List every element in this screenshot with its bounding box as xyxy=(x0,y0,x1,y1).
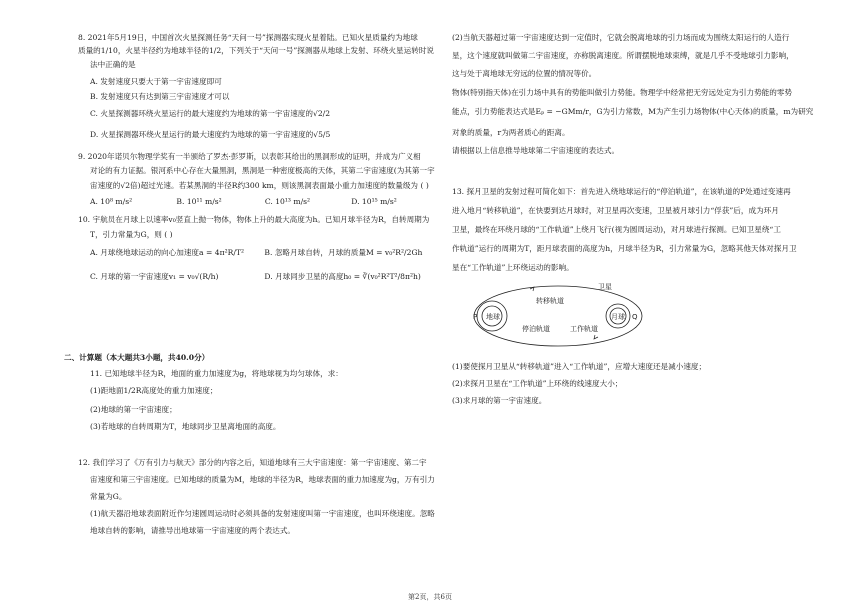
orbit-diagram xyxy=(470,281,645,351)
point-q-label: Q xyxy=(632,313,638,321)
q9-option-a: A. 10⁸ m/s² xyxy=(90,197,133,206)
q9-option-c: C. 10¹³ m/s² xyxy=(264,197,311,206)
q12-line5: 地球自转的影响，请推导出地球第一宇宙速度的两个表达式。 xyxy=(90,526,296,535)
q9-options xyxy=(90,197,397,206)
satellite-label: 卫星 xyxy=(598,283,612,291)
q10-option-c: C. 月球的第一宇宙速度v₁ = v₀√(R/h) xyxy=(90,272,219,281)
point-p-label: P xyxy=(473,313,478,321)
q13-line5: 星在“工作轨道”上环绕运动的影响。 xyxy=(452,263,574,272)
q12b-line6: 对象的质量，r为两者质心的距离。 xyxy=(452,128,570,137)
q12-line2: 宙速度和第三宇宙速度。已知地球的质量为M，地球的半径为R，地球表面的重力加速度为g，万有引力 xyxy=(90,475,435,484)
q11-line3: (2)地球的第一宇宙速度； xyxy=(90,405,177,414)
q13-line1: 13. 探月卫星的发射过程可简化如下：首先进入绕地球运行的“停泊轨道”，在该轨道的P处通过变速再 xyxy=(452,187,791,196)
q12b-line5: 能点，引力势能表达式是Eₚ = −GMm/r，G为引力常数，M为产生引力场物体(中心天体)的质量，m为研究 xyxy=(452,107,814,116)
q8-option-c: C. 火星探测器环绕火星运行的最大速度约为地球的第一宇宙速度的√2/2 xyxy=(90,109,331,118)
q8-line3: 法中正确的是 xyxy=(90,60,136,69)
q10-line1: 10. 宇航员在月球上以速率v₀竖直上抛一物体，物体上升的最大高度为h。已知月球半径为R，自转周期为 xyxy=(78,215,430,224)
page-footer: 第2页，共6页 xyxy=(408,593,452,601)
section-heading: 二、计算题（本大题共3小题，共40.0分） xyxy=(64,353,210,362)
q12b-line1: (2)当航天器超过第一宇宙速度达到一定值时，它就会脱离地球的引力场而成为围绕太阳运行的人造行 xyxy=(452,33,790,42)
q9-line3: 宙速度的√2倍)超过光速。若某黑洞的半径R约300 km，则该黑洞表面最小重力加速度的数量级为 ( ) xyxy=(90,181,429,190)
q12-line3: 常量为G。 xyxy=(90,492,127,501)
q12b-line4: 物体(特别指天体)在引力场中具有的势能叫做引力势能。物理学中经常把无穷远处定为引力势能的零势 xyxy=(452,88,793,97)
q8-option-b: B. 发射速度只有达到第三宇宙速度才可以 xyxy=(90,92,230,101)
q11-line4: (3)若地球的自转周期为T，地球同步卫星离地面的高度。 xyxy=(90,422,281,431)
q13-line3: 卫星，最终在环绕月球的“工作轨道”上绕月飞行(视为圆周运动)，对月球进行探测。已知卫星绕“工 xyxy=(452,225,781,234)
q12b-line3: 这与处于离地球无穷远的位置的情况等价。 xyxy=(452,69,597,78)
q10-options-row2 xyxy=(90,272,421,281)
q10-option-b: B. 忽略月球自转，月球的质量M = v₀²R²/2Gh xyxy=(264,248,423,257)
q11-line1: 11. 已知地球半径为R，地面的重力加速度为g，将地球视为均匀球体，求： xyxy=(90,369,343,378)
q10-line2: T，引力常量为G，则 ( ) xyxy=(90,230,173,239)
q8-option-a: A. 发射速度只要大于第一宇宙速度即可 xyxy=(90,77,222,86)
q12-line1: 12. 我们学习了《万有引力与航天》部分的内容之后，知道地球有三大宇宙速度：第一宇宙速度、第二宇 xyxy=(78,458,427,467)
earth-label: 地球 xyxy=(486,313,500,321)
q10-option-d: D. 月球同步卫星的高度h₀ = ∛(v₀²R²T²/8π²h) xyxy=(264,272,421,281)
q9-option-b: B. 10¹¹ m/s² xyxy=(176,197,222,206)
transfer-orbit-label: 转移轨道 xyxy=(536,297,564,305)
q13-sub3: (3)求月球的第一宇宙速度。 xyxy=(452,396,547,405)
q13-line2: 进入地月“转移轨道”，在快要到达月球时，对卫星再次变速，卫星被月球引力“俘获”后，成为环月 xyxy=(452,206,779,215)
q13-sub2: (2)求探月卫星在“工作轨道”上环绕的线速度大小； xyxy=(452,379,623,388)
q13-line4: 作轨道”运行的周期为T，距月球表面的高度为h，月球半径为R，引力常量为G，忽略其他天体对探月卫 xyxy=(452,244,797,253)
q12b-line7: 请根据以上信息推导地球第二宇宙速度的表达式。 xyxy=(452,146,620,155)
q9-option-d: D. 10¹⁵ m/s² xyxy=(351,197,397,206)
q13-sub1: (1)要使探月卫星从“转移轨道”进入“工作轨道”，应增大速度还是减小速度； xyxy=(452,362,707,371)
q12b-line2: 星，这个速度就叫做第二宇宙速度，亦称脱离速度。所谓摆脱地球束缚，就是几乎不受地球引力影响， xyxy=(452,51,794,60)
return-arrow-icon xyxy=(594,335,598,339)
q10-option-a: A. 月球绕地球运动的向心加速度a = 4π²R/T² xyxy=(90,248,244,257)
q9-line2: 对论的有力证据。银河系中心存在大量黑洞，黑洞是一种密度极高的天体，其第二宇宙速度(为其第一宇 xyxy=(90,166,435,175)
q8-line1: 8. 2021年5月19日，中国首次火星探测任务“天问一号”探测器实现火星着陆。已知火星质量约为地球 xyxy=(78,33,418,42)
moon-label: 月球 xyxy=(611,313,625,321)
q8-option-d: D. 火星探测器环绕火星运行的最大速度约为地球的第一宇宙速度的√5/5 xyxy=(90,130,331,139)
parking-orbit-label: 停泊轨道 xyxy=(522,325,550,333)
q9-line1: 9. 2020年诺贝尔物理学奖有一半颁给了罗杰·彭罗斯，以表彰其给出的黑洞形成的证明，并成为广义相 xyxy=(78,152,421,161)
work-orbit-label: 工作轨道 xyxy=(570,325,598,333)
q10-options-row1 xyxy=(90,248,422,257)
q12-line4: (1)航天器沿地球表面附近作匀速圆周运动时必须具备的发射速度叫第一宇宙速度，也叫环绕速度。忽略 xyxy=(90,509,435,518)
q11-line2: (1)距地面1/2R高度处的重力加速度； xyxy=(90,386,218,395)
q8-line2: 质量的1/10，火星半径约为地球半径的1/2，下列关于“天问一号”探测器从地球上发射、环绕火星运转时说 xyxy=(78,46,434,55)
